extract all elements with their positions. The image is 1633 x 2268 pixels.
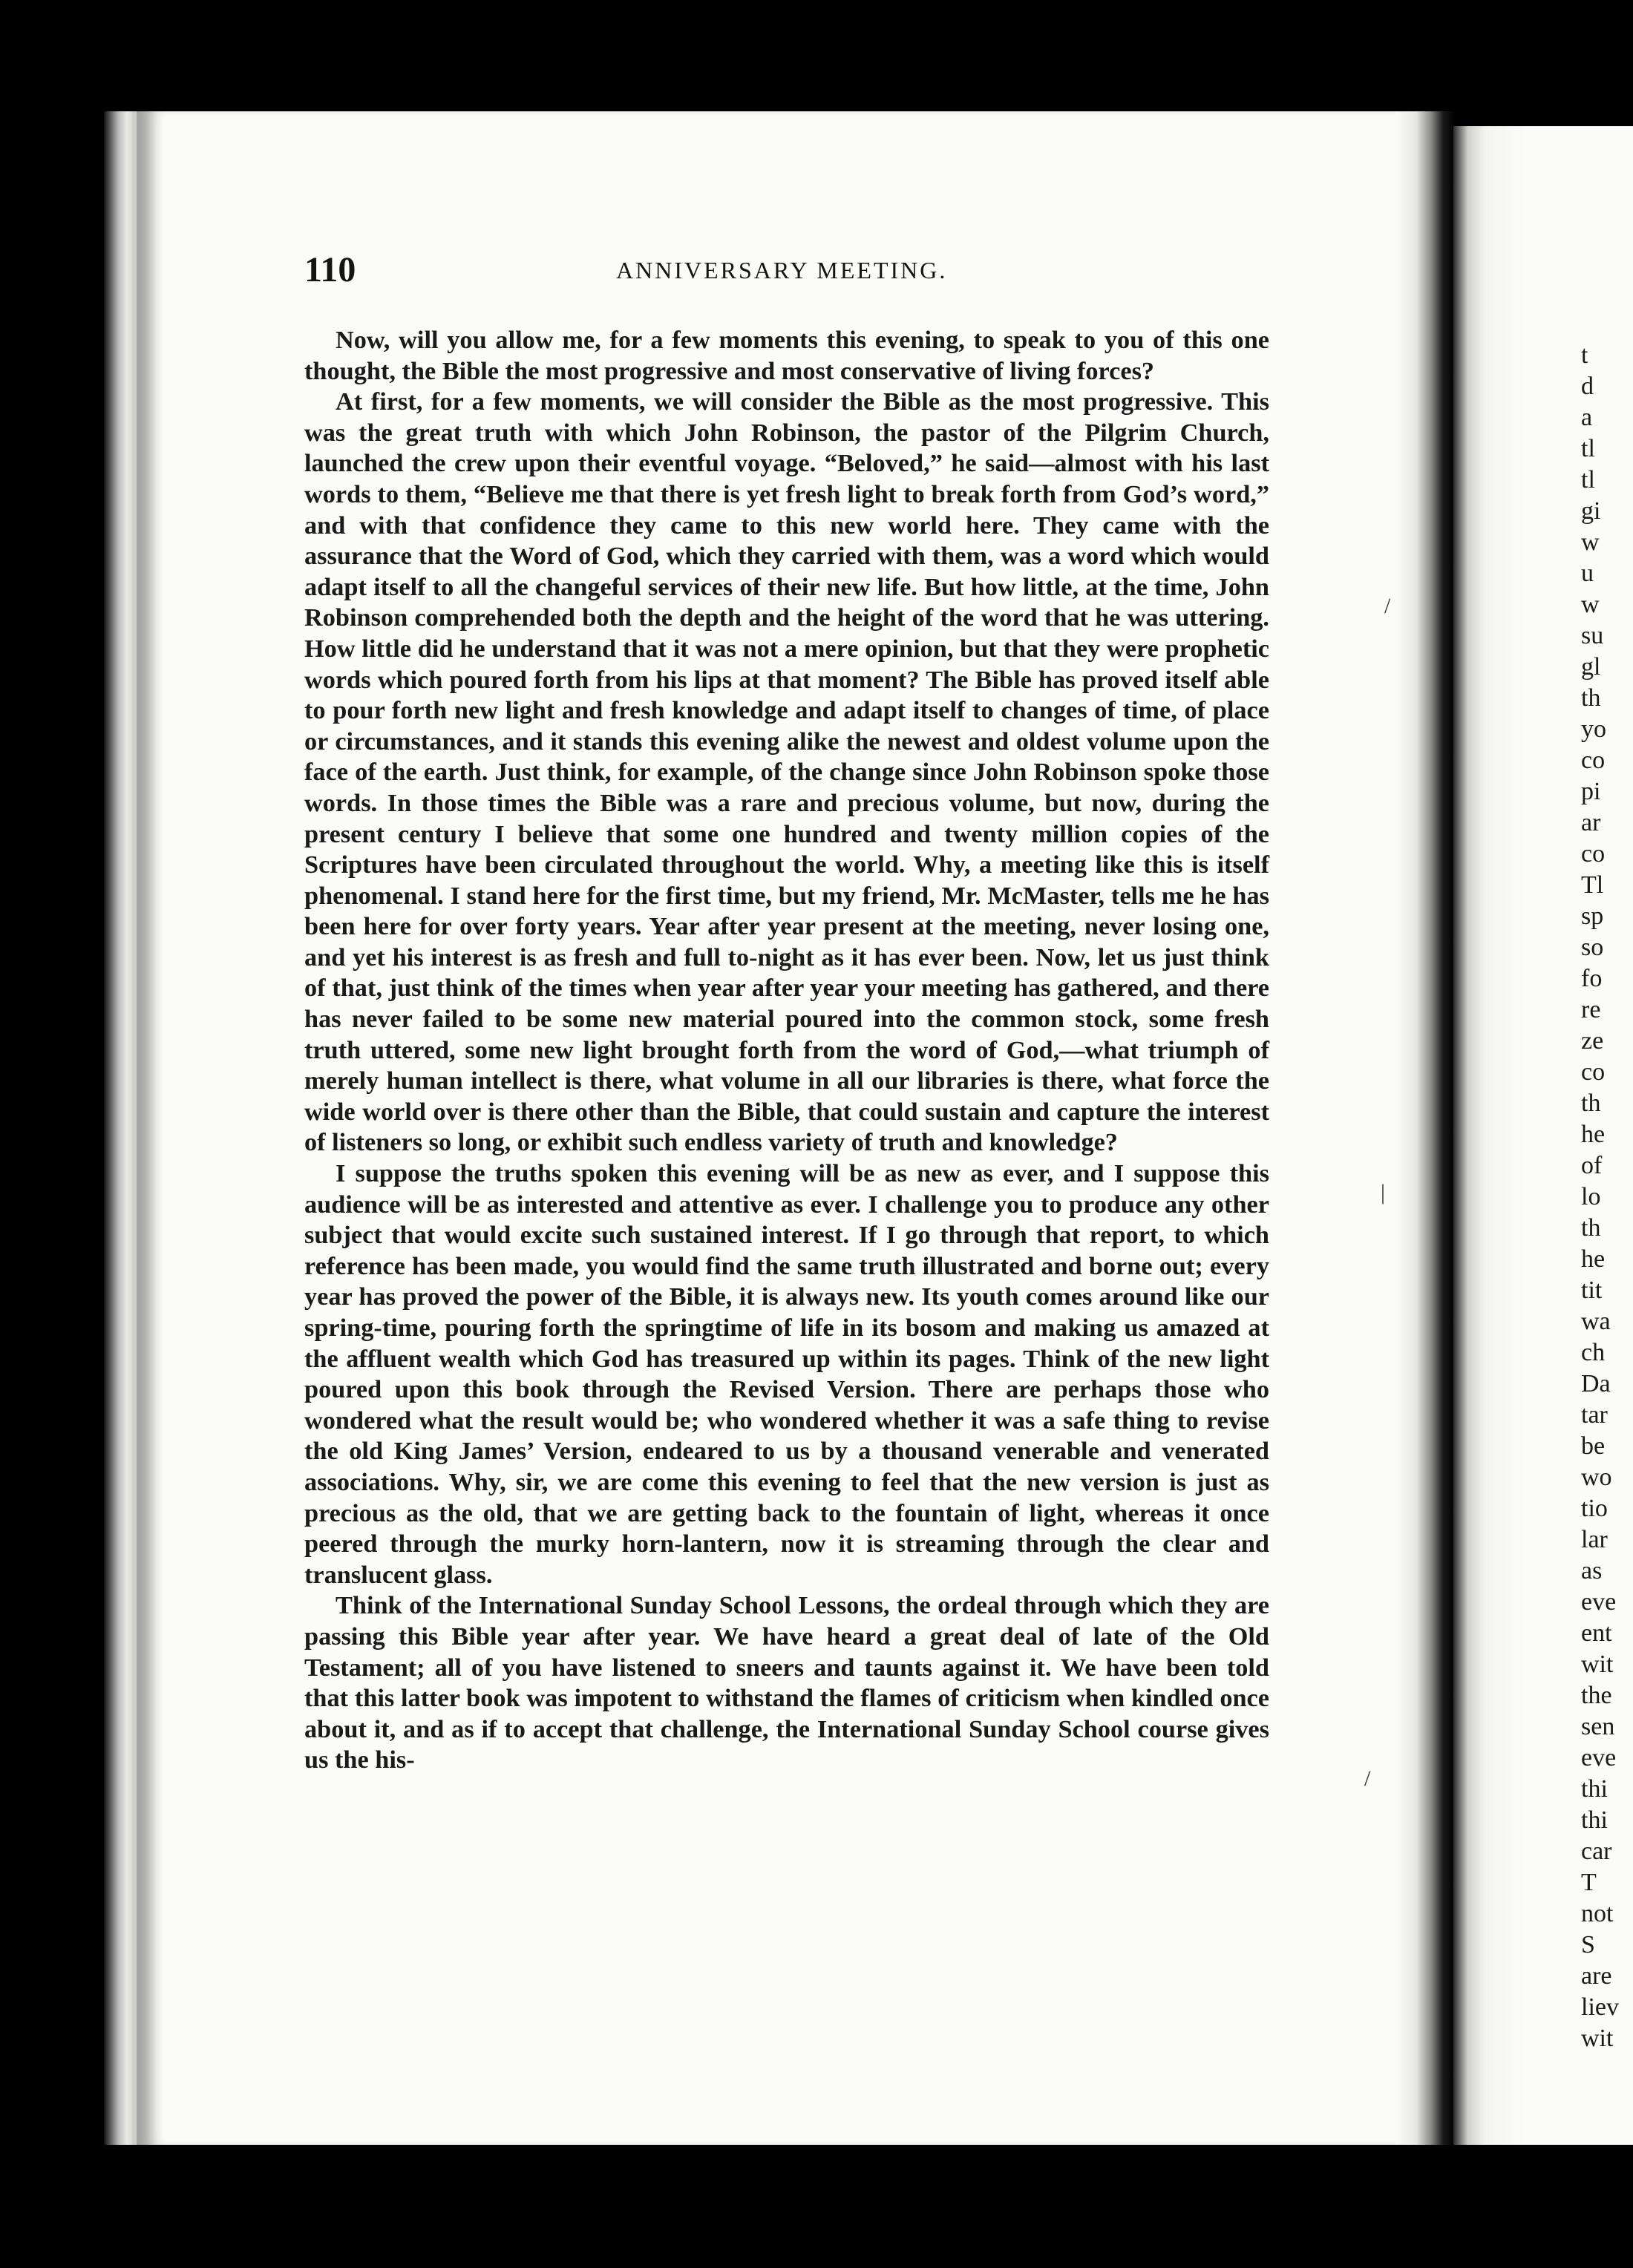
facing-page-fragment: gl: [1581, 653, 1601, 681]
paragraph-1: Now, will you allow me, for a few moments this evening, to speak to you of this one thought, the Bible the most progressive and most conservative of living forces?: [304, 326, 1269, 385]
facing-page-fragment: tl: [1581, 435, 1595, 462]
margin-mark: /: [1384, 594, 1391, 618]
page-header: [304, 249, 1314, 294]
facing-page-fragment: he: [1581, 1121, 1606, 1148]
facing-page-fragment: ch: [1581, 1339, 1606, 1366]
facing-page-fragment: of: [1581, 1152, 1603, 1179]
facing-page-fragment: wit: [1581, 2025, 1614, 2052]
facing-page-fragment: ent: [1581, 1619, 1612, 1647]
facing-page-fragment: tar: [1581, 1401, 1608, 1429]
page-number: 110: [304, 250, 356, 289]
facing-page-fragment: co: [1581, 840, 1606, 868]
facing-page-fragment: wa: [1581, 1308, 1611, 1335]
facing-page-fragment: th: [1581, 1089, 1601, 1117]
facing-page-fragment: co: [1581, 747, 1606, 774]
facing-page-fragment: w: [1581, 591, 1600, 618]
facing-page-fragment: ar: [1581, 809, 1601, 836]
facing-page-fragment: co: [1581, 1058, 1606, 1086]
facing-page-fragment: a: [1581, 404, 1593, 431]
facing-page-fragment: ze: [1581, 1027, 1604, 1055]
facing-page-fragment: car: [1581, 1838, 1612, 1865]
facing-page-fragment: gi: [1581, 497, 1601, 525]
body-text: [304, 325, 1269, 1776]
facing-page-fragment: tit: [1581, 1276, 1603, 1304]
running-head: ANNIVERSARY MEETING.: [616, 257, 948, 284]
facing-page-fragment: d: [1581, 373, 1594, 400]
paragraph-4: Think of the International Sunday School Lessons, the ordeal through which they are passing this Bible year after year. We have heard a great deal of late of the Old Testament; all of you have listened to sneers and taunts against it. We have been told that this latter book was impotent to withstand the flames of criticism when kindled once about it, and as if to accept that challenge, the International Sunday School course gives us the his-: [304, 1591, 1269, 1774]
facing-page-fragment: as: [1581, 1557, 1603, 1584]
book-gutter: [1395, 111, 1455, 2145]
facing-page-fragment: liev: [1581, 1993, 1619, 2021]
facing-page-fragment: tl: [1581, 466, 1595, 494]
facing-page-fragment: pi: [1581, 778, 1601, 805]
facing-page-fragment: thi: [1581, 1806, 1608, 1834]
facing-page-fragment: wo: [1581, 1464, 1612, 1491]
facing-page-fragment: th: [1581, 684, 1601, 712]
facing-page-fragment: re: [1581, 996, 1601, 1023]
facing-page-fragment: wit: [1581, 1651, 1614, 1678]
facing-page-fragment: S: [1581, 1931, 1595, 1959]
facing-page-fragment: w: [1581, 528, 1600, 556]
facing-page-fragment: su: [1581, 622, 1604, 649]
paragraph-3: I suppose the truths spoken this evening will be as new as ever, and I suppose this audience will be as interested and attentive as ever. I challenge you to produce any other subject that would excite such sustained interest. If I go through that report, to which reference has been made, you would find the same truth illustrated and borne out; every year has proved the power of the Bible, it is always new. Its youth comes around like our spring-time, pouring forth the springtime of life in its bosom and making us amazed at the affluent wealth which God has treasured up within its pages. Think of the new light poured upon this book through the Revised Version. There are perhaps those who wondered what the result would be; who wondered whether it was a safe thing to revise the old King James’ Version, endeared to us by a thousand venerable and venerated associations. Why, sir, we are come this evening to feel that the new version is just as precious as the old, that we are getting back to the fountain of light, whereas it once peered through the murky horn-lantern, now it is streaming through the clear and translucent glass.: [304, 1159, 1269, 1589]
margin-mark: /: [1364, 1766, 1371, 1791]
facing-page-fragment: Da: [1581, 1370, 1611, 1397]
facing-page-fragment: yo: [1581, 715, 1606, 743]
facing-page-text-fragments: [1581, 340, 1633, 2054]
margin-mark: |: [1381, 1180, 1386, 1205]
facing-page-fragment: lar: [1581, 1526, 1608, 1553]
facing-page-fragment: Tl: [1581, 871, 1604, 899]
facing-page-fragment: T: [1581, 1869, 1597, 1896]
facing-page-fragment: thi: [1581, 1775, 1608, 1803]
facing-page-fragment: tio: [1581, 1495, 1608, 1522]
facing-page-fragment: so: [1581, 934, 1604, 961]
facing-page-fragment: eve: [1581, 1744, 1617, 1772]
facing-page-fragment: t: [1581, 341, 1588, 369]
facing-page-fragment: fo: [1581, 965, 1603, 992]
facing-page-fragment: he: [1581, 1245, 1606, 1273]
facing-page-fragment: u: [1581, 560, 1594, 587]
facing-page-fragment: be: [1581, 1432, 1606, 1460]
facing-page-fragment: are: [1581, 1962, 1612, 1990]
facing-page-fragment: lo: [1581, 1183, 1601, 1210]
facing-page-fragment: eve: [1581, 1588, 1617, 1616]
facing-page-fragment: sen: [1581, 1713, 1615, 1740]
facing-page-fragment: th: [1581, 1214, 1601, 1242]
facing-page-fragment: the: [1581, 1682, 1612, 1709]
facing-page-fragment: sp: [1581, 902, 1604, 930]
facing-page-fragment: not: [1581, 1900, 1614, 1927]
paragraph-2: At first, for a few moments, we will consider the Bible as the most progressive. This was the great truth with which John Robinson, the pastor of the Pilgrim Church, launched the crew upon their eventful voyage. “Beloved,” he said—almost with his last words to them, “Believe me that there is yet fresh light to break forth from God’s word,” and with that confidence they came to this new world here. They came with the assurance that the Word of God, which they carried with them, was a word which would adapt itself to all the changeful services of their new life. But how little, at the time, John Robinson comprehended both the depth and the height of the word that he was uttering. How little did he understand that it was not a mere opinion, but that they were prophetic words which poured forth from his lips at that moment? The Bible has proved itself able to pour forth new light and fresh knowledge and adapt itself to changes of time, of place or circumstances, and it stands this evening alike the newest and oldest volume upon the face of the earth. Just think, for example, of the change since John Robinson spoke those words. In those times the Bible was a rare and precious volume, but now, during the present century I believe that some one hundred and twenty million copies of the Scriptures have been circulated throughout the world. Why, a meeting like this is itself phenomenal. I stand here for the first time, but my friend, Mr. McMaster, tells me he has been here for over forty years. Year after year present at the meeting, never losing one, and yet his interest is as fresh and full to-night as it has ever been. Now, let us just think of that, just think of the times when year after year your meeting has gathered, and there has never failed to be some new material poured into the common stock, some fresh truth uttered, some new light brought forth from the word of God,—what triumph of merely human intellect is there, what volume in all our libraries is there, what force the wide world over is there other than the Bible, that could sustain and capture the interest of listeners so long, or exhibit such endless variety of truth and knowledge?: [304, 387, 1269, 1157]
